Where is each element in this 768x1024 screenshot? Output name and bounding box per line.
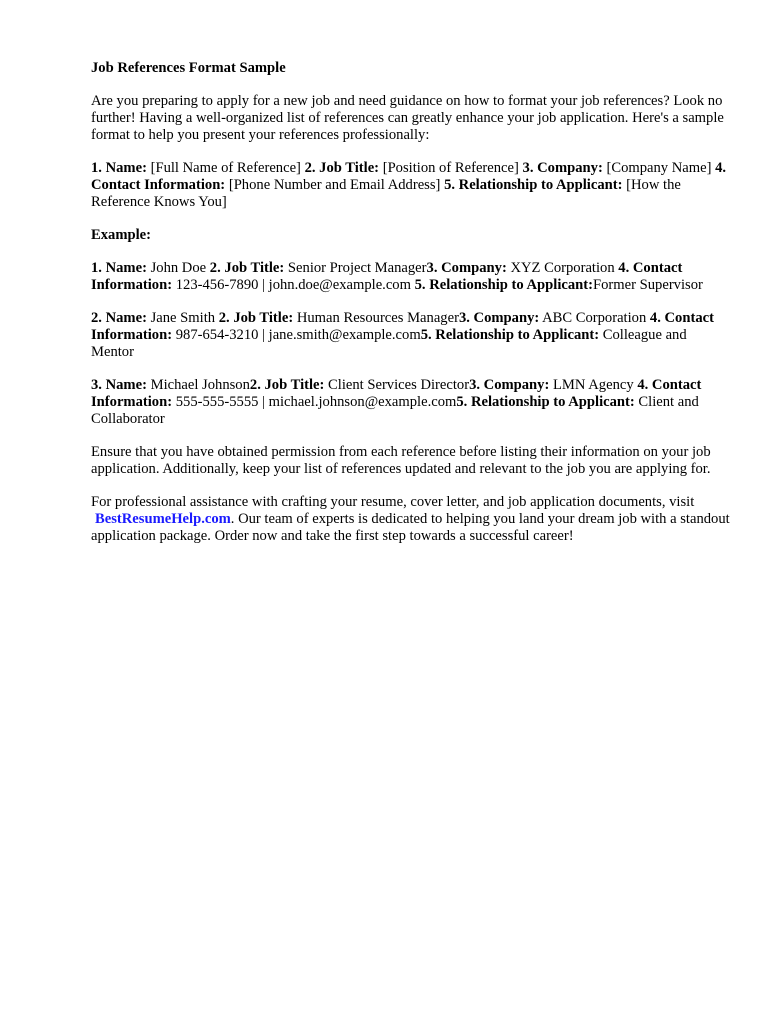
format-contact-value: [Phone Number and Email Address]: [228, 177, 441, 193]
reference-title: Human Resources Manager: [296, 310, 459, 326]
reference-relationship: Colleague and Mentor: [91, 327, 687, 360]
document-title: Job References Format Sample: [91, 60, 286, 76]
best-resume-help-link[interactable]: BestResumeHelp.com: [95, 511, 231, 527]
format-company-value: [Company Name]: [606, 160, 712, 176]
reference-company: LMN Agency: [553, 377, 634, 393]
reference-entry-1: [91, 260, 731, 294]
reference-contact-label: 4. Contact Information:: [91, 260, 683, 293]
intro-paragraph: Are you preparing to apply for a new job and need guidance on how to format your job references? Look no further! Having a well-organized list of references can greatly enhance your job application. Here's a sample format to help you present your references professionally:: [91, 93, 724, 143]
reference-contact-label: 4. Contact Information:: [91, 310, 714, 343]
reference-company-label: 3. Company:: [458, 310, 540, 326]
reference-company: XYZ Corporation: [510, 260, 615, 276]
reference-title: Client Services Director: [328, 377, 470, 393]
reference-contact: 555-555-5555 | michael.johnson@example.com: [175, 394, 457, 410]
format-title-value: [Position of Reference]: [382, 160, 519, 176]
promo-text-before: For professional assistance with crafting your resume, cover letter, and job application documents, visit: [91, 494, 695, 510]
reference-relationship: Former Supervisor: [593, 277, 703, 293]
format-name-value: [Full Name of Reference]: [150, 160, 301, 176]
reference-entry-3: [91, 377, 731, 428]
document-page: [91, 60, 731, 561]
reference-contact-label: 4. Contact Information:: [91, 377, 702, 410]
permission-note: Ensure that you have obtained permission from each reference before listing their information on your job application. Additionally, keep your list of references updated and relevant to the job you are applying for.: [91, 444, 711, 477]
reference-name: Michael Johnson: [150, 377, 250, 393]
reference-company: ABC Corporation: [542, 310, 647, 326]
format-relationship-value: [How the Reference Knows You]: [91, 177, 681, 210]
reference-relationship-label: 5. Relationship to Applicant:: [456, 394, 635, 410]
reference-company-label: 3. Company:: [426, 260, 507, 276]
reference-name-label: 1. Name:: [91, 260, 147, 276]
format-relationship-label: 5. Relationship to Applicant:: [444, 177, 623, 193]
reference-title-label: 2. Job Title:: [209, 260, 285, 276]
reference-entry-2: [91, 310, 731, 361]
format-contact-label: 4. Contact Information:: [91, 160, 727, 193]
format-paragraph: [91, 160, 731, 211]
reference-relationship-label: 5. Relationship to Applicant:: [420, 327, 600, 343]
reference-name-label: 2. Name:: [91, 310, 147, 326]
format-title-label: 2. Job Title:: [304, 160, 380, 176]
example-heading: Example:: [91, 227, 151, 243]
reference-title-label: 2. Job Title:: [218, 310, 294, 326]
reference-title-label: 2. Job Title:: [249, 377, 325, 393]
reference-relationship-label: 5. Relationship to Applicant:: [414, 277, 594, 293]
reference-relationship: Client and Collaborator: [91, 394, 699, 427]
reference-name: Jane Smith: [150, 310, 216, 326]
reference-contact: 123-456-7890 | john.doe@example.com: [175, 277, 411, 293]
reference-name-label: 3. Name:: [91, 377, 147, 393]
reference-title: Senior Project Manager: [287, 260, 427, 276]
reference-name: John Doe: [150, 260, 207, 276]
reference-contact: 987-654-3210 | jane.smith@example.com: [175, 327, 421, 343]
format-company-label: 3. Company:: [522, 160, 603, 176]
promo-paragraph: [91, 494, 731, 545]
format-name-label: 1. Name:: [91, 160, 147, 176]
promo-text-after: . Our team of experts is dedicated to helping you land your dream job with a standout application package. Order now and take the first step towards a successful career!: [91, 511, 730, 544]
reference-company-label: 3. Company:: [469, 377, 550, 393]
